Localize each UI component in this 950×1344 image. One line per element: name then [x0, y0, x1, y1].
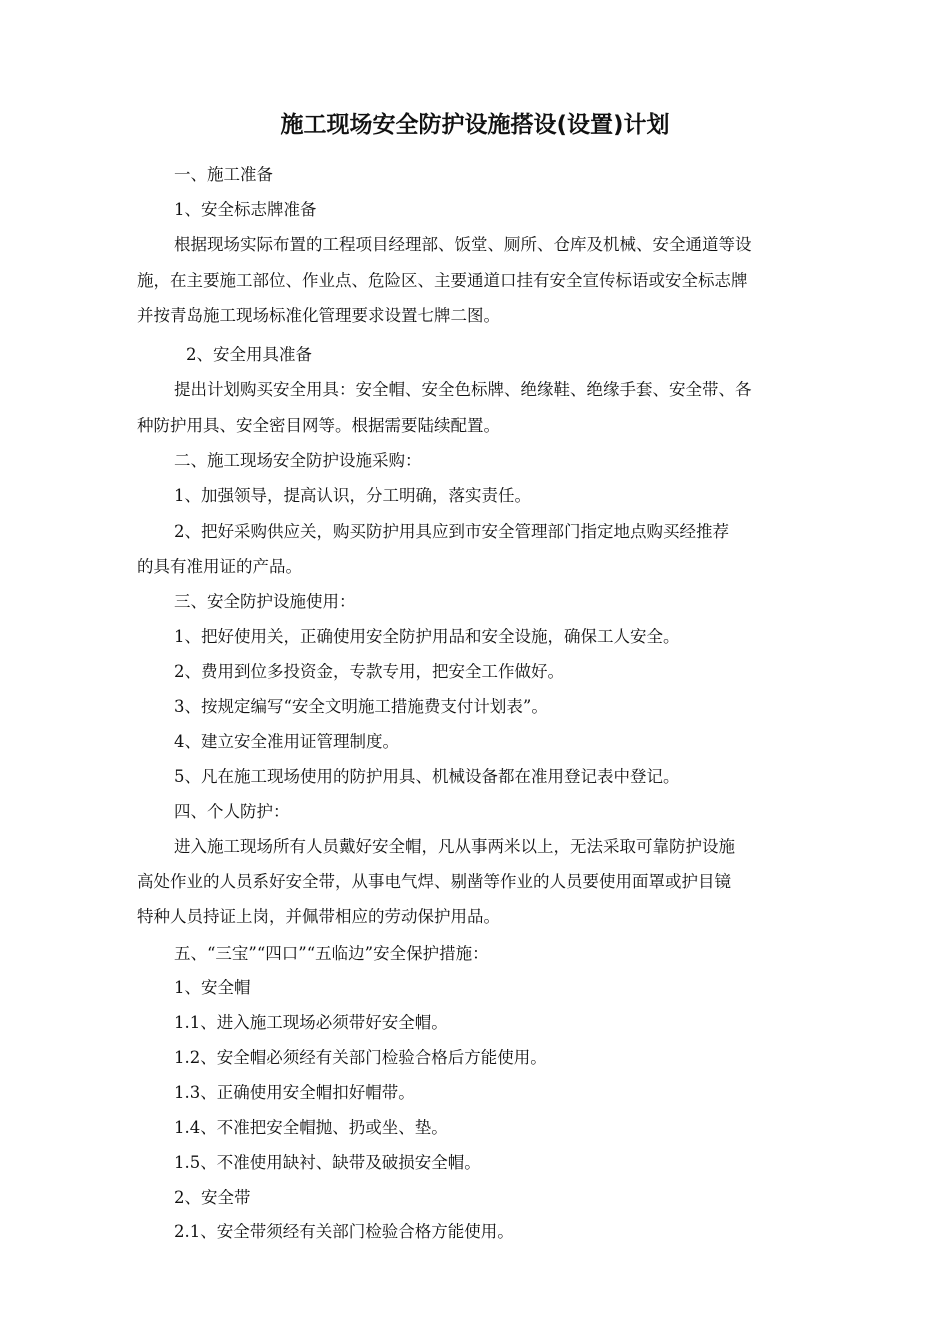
list-item: 1.1、进入施工现场必须带好安全帽。: [174, 1013, 448, 1032]
paragraph-line: 进入施工现场所有人员戴好安全帽，凡从事两米以上，无法采取可靠防护设施: [174, 837, 735, 856]
subsection-heading: 2、安全用具准备: [186, 345, 312, 364]
subsection-heading: 2、安全带: [174, 1188, 251, 1207]
document-title: 施工现场安全防护设施搭设(设置)计划: [280, 112, 670, 138]
paragraph-line: 施，在主要施工部位、作业点、危险区、主要通道口挂有安全宣传标语或安全标志牌: [137, 271, 748, 290]
section-heading-2: 二、施工现场安全防护设施采购：: [174, 451, 422, 470]
section-heading-4: 四、个人防护：: [174, 802, 290, 821]
list-item: 2、费用到位多投资金，专款专用，把安全工作做好。: [174, 662, 564, 681]
paragraph-line: 种防护用具、安全密目网等。根据需要陆续配置。: [137, 416, 500, 435]
paragraph-line: 特种人员持证上岗，并佩带相应的劳动保护用品。: [137, 907, 500, 926]
list-item: 1.4、不准把安全帽抛、扔或坐、垫。: [174, 1118, 448, 1137]
list-item: 1.5、不准使用缺衬、缺带及破损安全帽。: [174, 1153, 481, 1172]
section-heading-3: 三、安全防护设施使用：: [174, 592, 356, 611]
list-item: 4、建立安全准用证管理制度。: [174, 732, 399, 751]
paragraph-line: 的具有准用证的产品。: [137, 557, 302, 576]
section-heading-1: 一、施工准备: [174, 165, 273, 184]
list-item: 1、加强领导，提高认识，分工明确，落实责任。: [174, 486, 531, 505]
list-item: 2、把好采购供应关，购买防护用具应到市安全管理部门指定地点购买经推荐: [174, 522, 729, 541]
paragraph-line: 并按青岛施工现场标准化管理要求设置七牌二图。: [137, 306, 500, 325]
list-item: 3、按规定编写“安全文明施工措施费支付计划表”。: [174, 697, 548, 716]
paragraph-line: 高处作业的人员系好安全带，从事电气焊、剔凿等作业的人员要使用面罩或护目镜: [137, 872, 731, 891]
paragraph-line: 提出计划购买安全用具：安全帽、安全色标牌、绝缘鞋、绝缘手套、安全带、各: [174, 380, 752, 399]
paragraph-line: 根据现场实际布置的工程项目经理部、饭堂、厕所、仓库及机械、安全通道等设: [174, 235, 752, 254]
subsection-heading: 1、安全标志牌准备: [174, 200, 317, 219]
list-item: 1.3、正确使用安全帽扣好帽带。: [174, 1083, 415, 1102]
list-item: 1、把好使用关，正确使用安全防护用品和安全设施，确保工人安全。: [174, 627, 680, 646]
section-heading-5: 五、“三宝”“四口”“五临边”安全保护措施：: [174, 944, 489, 963]
list-item: 5、凡在施工现场使用的防护用具、机械设备都在准用登记表中登记。: [174, 767, 680, 786]
list-item: 2.1、安全带须经有关部门检验合格方能使用。: [174, 1222, 514, 1241]
list-item: 1.2、安全帽必须经有关部门检验合格后方能使用。: [174, 1048, 547, 1067]
subsection-heading: 1、安全帽: [174, 978, 251, 997]
